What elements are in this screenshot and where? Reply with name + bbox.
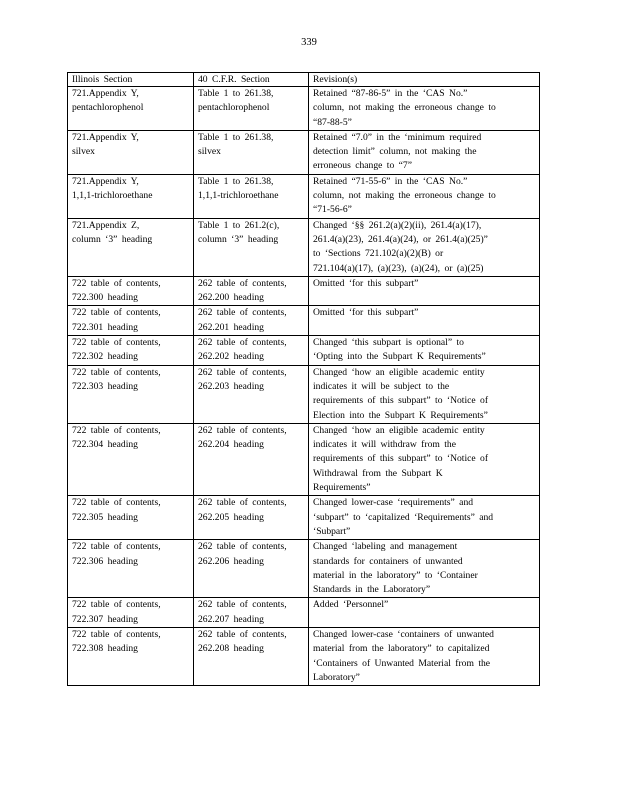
header-revisions: Revision(s) — [309, 73, 540, 87]
cell-line: ‘Containers of Unwanted Material from the — [313, 657, 491, 669]
cell-line: 262.206 heading — [198, 555, 264, 567]
cell-cfr-section — [194, 598, 309, 628]
cell-line: 722.306 heading — [72, 555, 138, 567]
cell-line: Changed lower-case ‘requirements” and — [313, 497, 474, 509]
cell-line: 261.4(a)(23), 261.4(a)(24), or 261.4(a)(25)” — [313, 233, 488, 245]
cell-line: material in the laboratory” to ‘Container — [313, 569, 478, 581]
cell-line: 722 table of contents, — [72, 424, 161, 436]
cell-cfr-section — [194, 306, 309, 336]
cell-line: Retained “7.0” in the ‘minimum required — [313, 131, 482, 143]
cell-line: 722 table of contents, — [72, 599, 161, 611]
cell-cfr-section — [194, 496, 309, 540]
cell-line: standards for containers of unwanted — [313, 555, 463, 567]
cell-line: 722.308 heading — [72, 643, 138, 655]
cell-revision — [309, 365, 540, 423]
cell-line: 262.203 heading — [198, 380, 264, 392]
cell-revision — [309, 218, 540, 276]
table-row — [68, 276, 540, 306]
cell-line: Table 1 to 261.2(c), — [198, 219, 280, 231]
cell-line: 722.300 heading — [72, 292, 138, 304]
cell-line: column ‘3” heading — [72, 233, 153, 245]
cell-line: 262 table of contents, — [198, 424, 287, 436]
cell-revision — [309, 540, 540, 598]
cell-line: 722.302 heading — [72, 351, 138, 363]
cell-line: Laboratory” — [313, 671, 360, 683]
table-row — [68, 627, 540, 685]
table-row — [68, 496, 540, 540]
cell-revision — [309, 276, 540, 306]
cell-line: material from the laboratory” to capitalized — [313, 643, 490, 655]
cell-line: column, not making the erroneous change to — [313, 102, 496, 114]
cell-line: 262 table of contents, — [198, 628, 287, 640]
cell-illinois-section — [68, 496, 194, 540]
cell-line: Retained “71-55-6” in the ‘CAS No.” — [313, 175, 468, 187]
cell-line: to ‘Sections 721.102(a)(2)(B) or — [313, 248, 444, 260]
cell-line: 722 table of contents, — [72, 541, 161, 553]
cell-line: silvex — [72, 146, 95, 158]
cell-illinois-section — [68, 365, 194, 423]
cell-line: 721.Appendix Y, — [72, 175, 139, 187]
cell-line: Table 1 to 261.38, — [198, 88, 274, 99]
cell-line: 722.301 heading — [72, 321, 138, 333]
cell-line: 721.Appendix Y, — [72, 131, 139, 143]
cell-illinois-section — [68, 174, 194, 218]
cell-line: Added ‘Personnel” — [313, 599, 389, 611]
cell-line: 262 table of contents, — [198, 277, 287, 289]
revisions-table — [67, 72, 540, 686]
cell-line: requirements of this subpart” to ‘Notice of — [313, 453, 489, 465]
cell-line: 722.305 heading — [72, 511, 138, 523]
header-cfr-section: 40 C.F.R. Section — [194, 73, 309, 87]
table-row — [68, 218, 540, 276]
cell-illinois-section — [68, 598, 194, 628]
cell-line: 721.104(a)(17), (a)(23), (a)(24), or (a)(25) — [313, 262, 484, 274]
cell-line: 722 table of contents, — [72, 337, 161, 349]
table-header-row — [68, 73, 540, 87]
cell-line: Table 1 to 261.38, — [198, 131, 274, 143]
cell-cfr-section — [194, 130, 309, 174]
cell-revision — [309, 423, 540, 495]
cell-illinois-section — [68, 306, 194, 336]
cell-line: 262 table of contents, — [198, 497, 287, 509]
cell-line: detection limit” column, not making the — [313, 146, 477, 158]
header-illinois-section: Illinois Section — [68, 73, 194, 87]
table-row — [68, 336, 540, 366]
cell-line: 262 table of contents, — [198, 366, 287, 378]
cell-line: 262.204 heading — [198, 439, 264, 451]
cell-line: 262.207 heading — [198, 613, 264, 625]
cell-line: Changed lower-case ‘containers of unwanted — [313, 628, 494, 640]
cell-line: requirements of this subpart” to ‘Notice of — [313, 395, 489, 407]
cell-line: Requirements” — [313, 482, 371, 494]
cell-line: Omitted ‘for this subpart” — [313, 307, 419, 319]
cell-line: indicates it will withdraw from the — [313, 439, 456, 451]
cell-revision — [309, 627, 540, 685]
table-row — [68, 423, 540, 495]
cell-line: 722.303 heading — [72, 380, 138, 392]
cell-cfr-section — [194, 540, 309, 598]
cell-line: Changed ‘this subpart is optional” to — [313, 337, 464, 349]
table-row — [68, 130, 540, 174]
cell-cfr-section — [194, 336, 309, 366]
cell-cfr-section — [194, 218, 309, 276]
cell-line: column ‘3” heading — [198, 233, 279, 245]
cell-illinois-section — [68, 130, 194, 174]
cell-illinois-section — [68, 87, 194, 131]
cell-line: column, not making the erroneous change to — [313, 190, 496, 202]
table-row — [68, 87, 540, 131]
cell-illinois-section — [68, 423, 194, 495]
cell-line: 722 table of contents, — [72, 628, 161, 640]
cell-line: 721.Appendix Y, — [72, 88, 139, 99]
cell-line: Standards in the Laboratory” — [313, 584, 431, 596]
cell-line: erroneous change to “7” — [313, 160, 412, 172]
cell-line: pentachlorophenol — [198, 102, 270, 114]
cell-line: 262 table of contents, — [198, 541, 287, 553]
cell-line: 722.307 heading — [72, 613, 138, 625]
cell-revision — [309, 598, 540, 628]
cell-line: silvex — [198, 146, 221, 158]
cell-revision — [309, 130, 540, 174]
cell-line: 262 table of contents, — [198, 307, 287, 319]
cell-illinois-section — [68, 218, 194, 276]
cell-illinois-section — [68, 336, 194, 366]
table-row — [68, 174, 540, 218]
cell-line: Changed ‘how an eligible academic entity — [313, 424, 485, 436]
cell-line: 722 table of contents, — [72, 497, 161, 509]
cell-revision — [309, 496, 540, 540]
cell-revision — [309, 306, 540, 336]
cell-line: Changed ‘how an eligible academic entity — [313, 366, 485, 378]
cell-revision — [309, 87, 540, 131]
cell-cfr-section — [194, 423, 309, 495]
table-row — [68, 598, 540, 628]
cell-line: ‘Subpart” — [313, 525, 351, 537]
cell-line: Withdrawal from the Subpart K — [313, 467, 443, 479]
cell-cfr-section — [194, 174, 309, 218]
cell-line: 722 table of contents, — [72, 307, 161, 319]
cell-line: 262.208 heading — [198, 643, 264, 655]
cell-revision — [309, 336, 540, 366]
cell-illinois-section — [68, 540, 194, 598]
cell-line: “71-56-6” — [313, 204, 352, 216]
cell-line: 262.205 heading — [198, 511, 264, 523]
page-number: 339 — [301, 37, 317, 48]
cell-line: pentachlorophenol — [72, 102, 144, 114]
cell-line: 262.201 heading — [198, 321, 264, 333]
cell-line: 262 table of contents, — [198, 599, 287, 611]
cell-line: Changed ‘§§ 261.2(a)(2)(ii), 261.4(a)(17), — [313, 219, 482, 231]
cell-line: 722.304 heading — [72, 439, 138, 451]
cell-line: 721.Appendix Z, — [72, 219, 140, 231]
cell-cfr-section — [194, 365, 309, 423]
cell-illinois-section — [68, 276, 194, 306]
cell-revision — [309, 174, 540, 218]
cell-line: ‘subpart” to ‘capitalized ‘Requirements” and — [313, 511, 494, 523]
cell-line: 1,1,1-trichloroethane — [72, 190, 153, 202]
cell-line: 722 table of contents, — [72, 366, 161, 378]
table-row — [68, 540, 540, 598]
cell-cfr-section — [194, 627, 309, 685]
cell-line: Retained “87-86-5” in the ‘CAS No.” — [313, 88, 468, 99]
cell-cfr-section — [194, 276, 309, 306]
cell-line: Changed ‘labeling and management — [313, 541, 458, 553]
cell-line: Election into the Subpart K Requirements” — [313, 409, 488, 421]
cell-line: 262.202 heading — [198, 351, 264, 363]
cell-cfr-section — [194, 87, 309, 131]
cell-line: ‘Opting into the Subpart K Requirements” — [313, 351, 486, 363]
cell-line: indicates it will be subject to the — [313, 380, 450, 392]
cell-line: “87-88-5” — [313, 116, 352, 128]
cell-line: 262.200 heading — [198, 292, 264, 304]
cell-line: Table 1 to 261.38, — [198, 175, 274, 187]
cell-line: 262 table of contents, — [198, 337, 287, 349]
cell-line: Omitted ‘for this subpart” — [313, 277, 419, 289]
table-row — [68, 306, 540, 336]
cell-line: 1,1,1-trichloroethane — [198, 190, 279, 202]
table-row — [68, 365, 540, 423]
cell-illinois-section — [68, 627, 194, 685]
cell-line: 722 table of contents, — [72, 277, 161, 289]
